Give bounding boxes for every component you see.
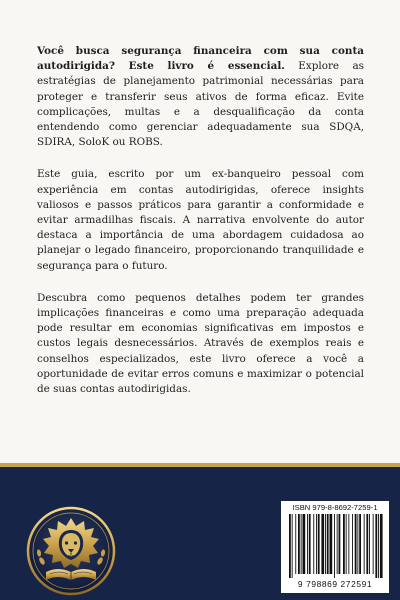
barcode-bar [309,514,311,574]
barcode-bar [334,514,335,578]
barcode-bar [325,514,326,574]
barcode-bar [292,514,293,578]
barcode-bar [369,514,370,574]
barcode-bar [295,514,296,574]
back-cover-text [37,44,364,414]
barcode-bar [316,514,317,574]
barcode-bar [313,514,314,574]
barcode-bar [301,514,302,574]
barcode-bar [298,514,300,574]
barcode-bar [375,514,377,578]
intro-body: Explore as estratégias de planejamento patrimonial necessárias para proteger e transferir seus ativos de forma eficaz. Evite complicações, multas e a desqualificação da conta entendendo como gerenciar adequadamente sua SDQA, SDIRA, SoloK ou ROBS. [37,60,364,149]
barcode-bar [364,514,365,574]
barcode-bar [352,514,353,574]
barcode-bar [289,514,291,578]
barcode-bar [359,514,361,574]
barcode-bar [343,514,345,574]
barcode-bar [348,514,349,574]
paragraph-intro [37,44,364,150]
paragraph-author: Este guia, escrito por um ex-banqueiro pessoal com experiência em contas autodirigidas, oferece insights valiosos e passos práticos para garantir a conformidade e evitar armadilhas fiscais. A narrativa envolvente do autor destaca a importância de uma abordagem cuidadosa ao planejar o legado financeiro, proporcionando tranquilidade e segurança para o futuro. [37,168,364,272]
barcode-bar [339,514,341,574]
barcode-bar [355,514,357,574]
barcode-digits: 9 798869 272591 [297,579,373,589]
barcode-bar [346,514,347,574]
barcode-bar [337,514,338,574]
barcode-bar [330,514,333,574]
barcode-bar [380,514,383,578]
intro-lead: Você busca segurança financeira com sua conta autodirigida? Este livro é essencial. [37,45,364,73]
barcode-bar [366,514,368,574]
isbn-label: ISBN 979-8-8692-7259-1 [292,503,378,512]
barcode-bar [327,514,329,574]
lion-book-emblem-icon [26,506,116,596]
barcode-bar [321,514,324,574]
barcode-bar [303,514,306,574]
isbn-barcode [281,501,389,593]
barcode-bar [373,514,374,574]
barcode-bar [318,514,320,574]
barcode-bar [307,514,308,574]
paragraph-details: Descubra como pequenos detalhes podem ter grandes implicações financeiras e como uma preparação adequada pode resultar em economias significativas em impostos e custos legais desnecessários. Através de exemplos reais e conselhos especializados, este livro oferece a você a oportunidade de evitar erros comuns e maximizar o potencial de suas contas autodirigidas. [37,291,364,396]
barcode-bars [287,514,383,578]
barcode-bar [357,514,358,574]
barcode-bar [378,514,379,578]
